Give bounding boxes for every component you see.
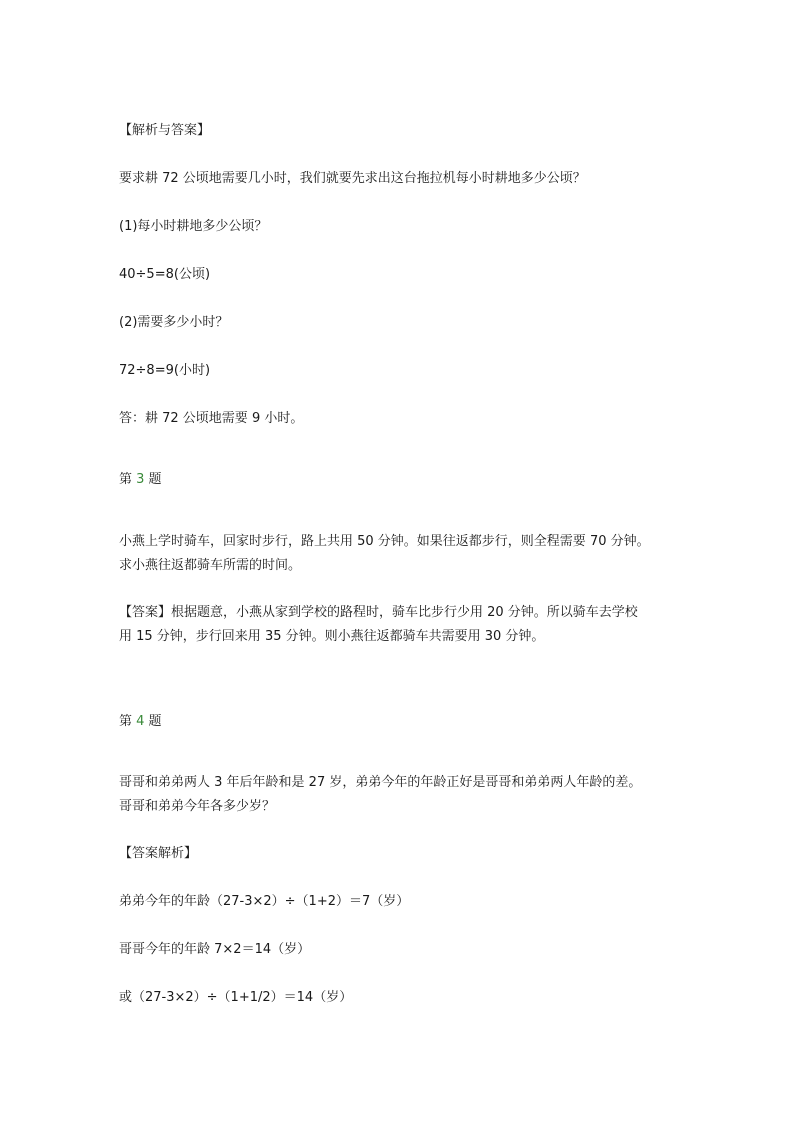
question-4-label: [119, 712, 162, 732]
question-4-suffix: 题: [144, 714, 162, 729]
step1-calc: 40÷5=8(公顷): [119, 267, 211, 282]
question-4-calc3: 或（27-3×2）÷（1+1/2）＝14（岁）: [119, 990, 353, 1005]
question-3-answer-line2: 用 15 分钟，步行回来用 35 分钟。则小燕往返都骑车共需要用 30 分钟。: [119, 629, 545, 644]
question-4-prefix: 第: [119, 714, 137, 729]
question-3-prefix: 第: [119, 472, 137, 487]
section1-answer: 答：耕 72 公顷地需要 9 小时。: [119, 411, 304, 426]
question-3-problem-line1: 小燕上学时骑车，回家时步行，路上共用 50 分钟。如果往返都步行，则全程需要 70 分钟。: [119, 534, 650, 549]
question-4-calc2: 哥哥今年的年龄 7×2＝14（岁）: [119, 942, 311, 957]
question-3-suffix: 题: [144, 472, 162, 487]
analysis-answer-header: 【解析与答案】: [119, 123, 211, 138]
step2-calc: 72÷8=9(小时): [119, 363, 211, 378]
step2-question: (2)需要多少小时？: [119, 315, 229, 330]
question-3-answer-line1: 【答案】根据题意，小燕从家到学校的路程时，骑车比步行少用 20 分钟。所以骑车去学校: [119, 605, 638, 620]
question-3-problem-line2: 求小燕往返都骑车所需的时间。: [119, 558, 302, 573]
question-4-problem-line1: 哥哥和弟弟两人 3 年后年龄和是 27 岁，弟弟今年的年龄正好是哥哥和弟弟两人年龄的差。: [119, 775, 642, 790]
question-3-label: [119, 470, 162, 490]
step1-question: (1)每小时耕地多少公顷？: [119, 219, 268, 234]
intro-text: 要求耕 72 公顷地需要几小时，我们就要先求出这台拖拉机每小时耕地多少公顷？: [119, 171, 586, 186]
question-3-number: 3: [136, 472, 145, 487]
question-4-calc1: 弟弟今年的年龄（27-3×2）÷（1+2）＝7（岁）: [119, 894, 410, 909]
question-4-number: 4: [136, 714, 145, 729]
question-4-analysis-header: 【答案解析】: [119, 846, 198, 861]
question-4-problem-line2: 哥哥和弟弟今年各多少岁？: [119, 799, 276, 814]
